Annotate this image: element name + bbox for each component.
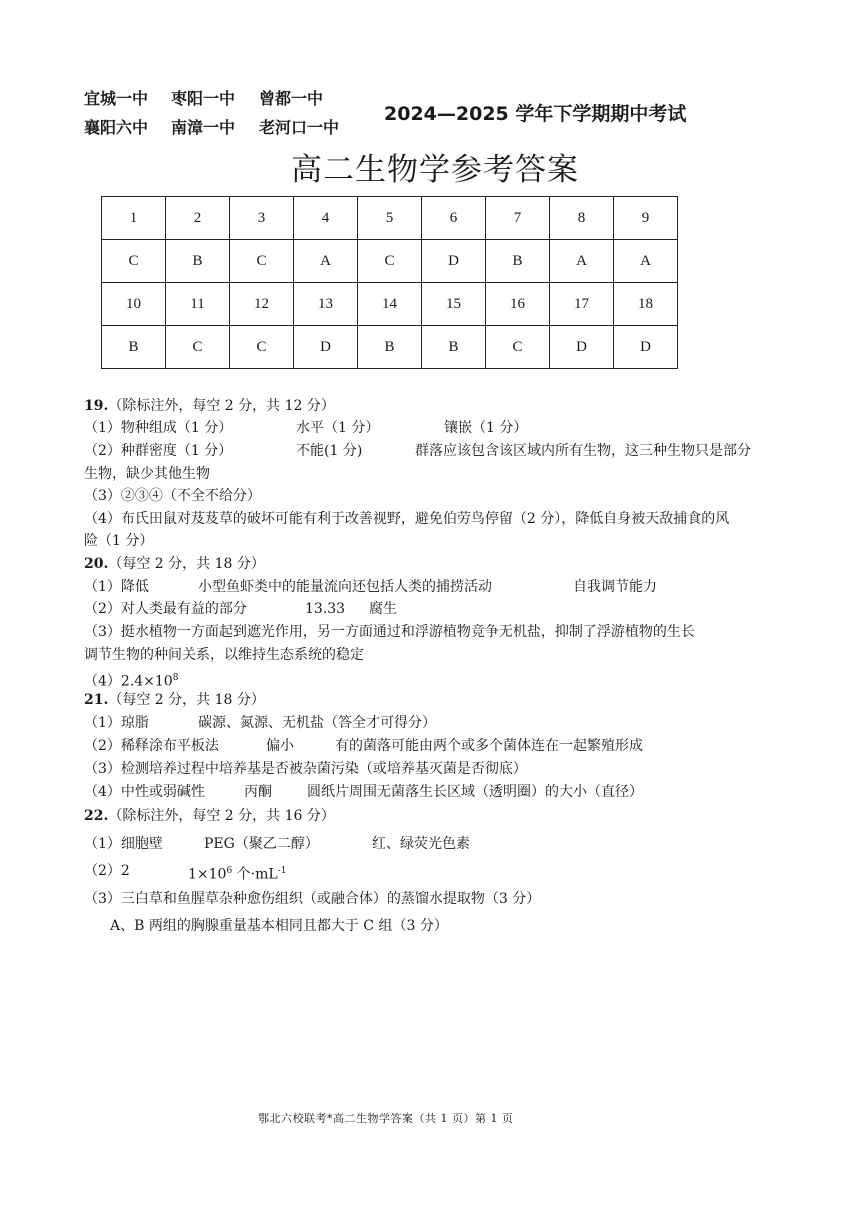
table-cell: D xyxy=(294,326,358,369)
question-19-header xyxy=(84,396,335,416)
answer-text: 镶嵌（1 分） xyxy=(444,420,528,436)
answer-text: 碳源、氮源、无机盐（答全才可得分） xyxy=(198,715,436,731)
question-number: 19. xyxy=(84,398,109,414)
answer-text: （1）降低 xyxy=(84,579,149,595)
answer-line xyxy=(84,418,528,438)
table-cell: C xyxy=(486,326,550,369)
table-cell: B xyxy=(102,326,166,369)
answer-text: （2）2 xyxy=(84,863,130,879)
answer-text: PEG（聚乙二醇） xyxy=(204,836,319,852)
question-number: 22. xyxy=(84,808,109,824)
answer-line xyxy=(84,668,178,692)
school-name: 襄阳六中 xyxy=(84,118,149,137)
school-name: 南漳一中 xyxy=(171,118,236,137)
table-cell: 11 xyxy=(166,283,230,326)
school-name: 曾都一中 xyxy=(259,89,324,108)
table-cell: 5 xyxy=(358,197,422,240)
answer-line: A、B 两组的胸腺重量基本相同且都大于 C 组（3 分） xyxy=(110,918,448,934)
table-row xyxy=(102,283,678,326)
answer-text: （4）中性或弱碱性 xyxy=(84,784,205,800)
question-note: （除标注外，每空 2 分，共 12 分） xyxy=(108,398,335,414)
table-row xyxy=(102,197,678,240)
table-cell: 1 xyxy=(102,197,166,240)
answer-line xyxy=(84,834,470,854)
answer-line: 生物，缺少其他生物 xyxy=(84,466,210,482)
question-note: （每空 2 分，共 18 分） xyxy=(108,692,265,708)
answer-text: 自我调节能力 xyxy=(573,579,657,595)
question-number: 20. xyxy=(84,556,109,572)
answer-text: 小型鱼虾类中的能量流向还包括人类的捕捞活动 xyxy=(198,579,492,595)
exponent: 6 xyxy=(226,866,233,876)
table-cell: 8 xyxy=(550,197,614,240)
answer-text: 丙酮 xyxy=(244,784,272,800)
table-cell: C xyxy=(358,240,422,283)
table-cell: 4 xyxy=(294,197,358,240)
table-cell: 10 xyxy=(102,283,166,326)
answer-line: 调节生物的种间关系，以维持生态系统的稳定 xyxy=(84,647,364,663)
page-footer: 鄂北六校联考*高二生物学答案（共 1 页）第 1 页 xyxy=(258,1112,514,1125)
value-text: 1×10 xyxy=(188,866,227,883)
answer-text: （1）琼脂 xyxy=(84,715,149,731)
table-cell: C xyxy=(102,240,166,283)
answer-text: 水平（1 分） xyxy=(296,420,380,436)
table-cell: D xyxy=(422,240,486,283)
answer-text: 不能(1 分) xyxy=(296,443,363,459)
table-cell: 14 xyxy=(358,283,422,326)
table-cell: 3 xyxy=(230,197,294,240)
answer-text: 腐生 xyxy=(369,601,397,617)
answer-table xyxy=(101,196,678,369)
answer-line: （3）检测培养过程中培养基是否被杂菌污染（或培养基灭菌是否彻底） xyxy=(84,761,527,777)
exam-name: 2024—2025 学年下学期期中考试 xyxy=(384,103,687,125)
answer-text: （2）稀释涂布平板法 xyxy=(84,738,219,754)
question-21-header xyxy=(84,690,265,710)
table-cell: C xyxy=(230,240,294,283)
table-cell: 2 xyxy=(166,197,230,240)
question-22-header xyxy=(84,806,335,826)
unit-text: 个·mL xyxy=(232,866,278,883)
table-cell: B xyxy=(166,240,230,283)
table-cell: 13 xyxy=(294,283,358,326)
answer-text: 圆纸片周围无菌落生长区域（透明圈）的大小（直径） xyxy=(307,784,643,800)
answer-text: （2）对人类最有益的部分 xyxy=(84,601,247,617)
table-cell: 17 xyxy=(550,283,614,326)
table-cell: D xyxy=(614,326,678,369)
answer-text: （1）细胞壁 xyxy=(84,836,163,852)
table-cell: 9 xyxy=(614,197,678,240)
answer-line xyxy=(84,713,436,733)
school-name: 宜城一中 xyxy=(84,89,149,108)
school-name: 老河口一中 xyxy=(259,118,340,137)
table-cell: D xyxy=(550,326,614,369)
answer-line: （4）布氏田鼠对芨芨草的破坏可能有利于改善视野，避免伯劳鸟停留（2 分），降低自身被天敌捕食的风 xyxy=(84,511,730,527)
table-cell: A xyxy=(550,240,614,283)
answer-text: （2）种群密度（1 分） xyxy=(84,443,233,459)
table-row xyxy=(102,240,678,283)
table-cell: 12 xyxy=(230,283,294,326)
answer-line: （3）②③④（不全不给分） xyxy=(84,488,261,504)
answer-line: （3）挺水植物一方面起到遮光作用，另一方面通过和浮游植物竞争无机盐，抑制了浮游植物的生长 xyxy=(84,624,695,640)
table-cell: B xyxy=(422,326,486,369)
table-cell: A xyxy=(294,240,358,283)
answer-text: （4）2.4×10 xyxy=(84,673,173,690)
table-cell: 7 xyxy=(486,197,550,240)
answer-line: 险（1 分） xyxy=(84,533,154,549)
answer-line xyxy=(84,599,397,619)
answer-text xyxy=(188,861,286,885)
table-row xyxy=(102,326,678,369)
table-cell: C xyxy=(166,326,230,369)
question-20-header xyxy=(84,554,265,574)
table-cell: 6 xyxy=(422,197,486,240)
answer-text: 红、绿荧光色素 xyxy=(372,836,470,852)
answer-line xyxy=(84,782,643,802)
answer-text: 偏小 xyxy=(266,738,294,754)
table-cell: 16 xyxy=(486,283,550,326)
school-name: 枣阳一中 xyxy=(171,89,236,108)
answer-line: （3）三白草和鱼腥草杂种愈伤组织（或融合体）的蒸馏水提取物（3 分） xyxy=(84,891,541,907)
exponent: 8 xyxy=(172,673,179,683)
page-title: 高二生物学参考答案 xyxy=(291,152,579,188)
answer-text: 群落应该包含该区域内所有生物，这三种生物只是部分 xyxy=(415,443,751,459)
answer-line xyxy=(84,577,657,597)
exponent: -1 xyxy=(277,866,287,876)
answer-text: （1）物种组成（1 分） xyxy=(84,420,233,436)
table-cell: 15 xyxy=(422,283,486,326)
question-note: （每空 2 分，共 18 分） xyxy=(108,556,265,572)
answer-text: 有的菌落可能由两个或多个菌体连在一起繁殖形成 xyxy=(335,738,643,754)
table-cell: B xyxy=(358,326,422,369)
answer-line xyxy=(84,441,751,461)
question-note: （除标注外，每空 2 分，共 16 分） xyxy=(108,808,335,824)
table-cell: C xyxy=(230,326,294,369)
answer-text: 13.33 xyxy=(305,601,346,617)
table-cell: B xyxy=(486,240,550,283)
answer-line xyxy=(84,736,643,756)
table-cell: 18 xyxy=(614,283,678,326)
question-number: 21. xyxy=(84,692,109,708)
table-cell: A xyxy=(614,240,678,283)
